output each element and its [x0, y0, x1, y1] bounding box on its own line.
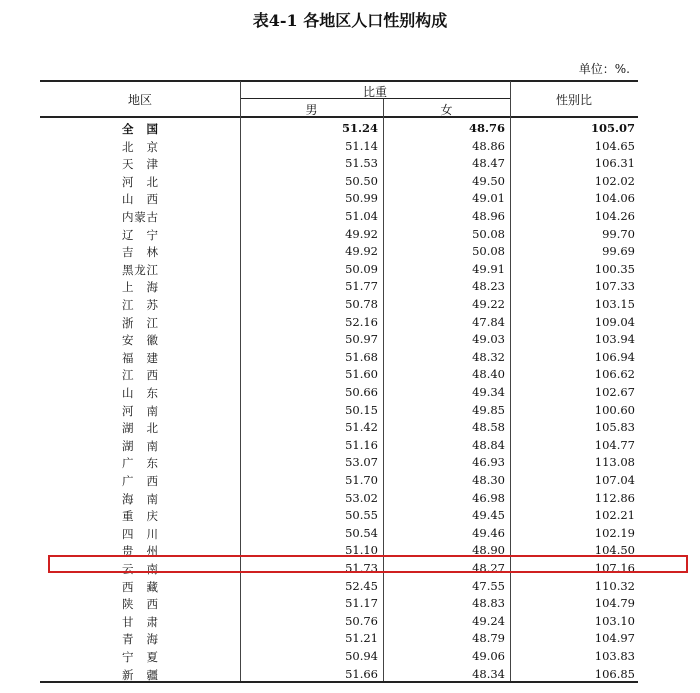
table-row [0, 437, 700, 455]
region-cell: 天津 [122, 157, 158, 172]
table-row [0, 173, 700, 191]
ratio-cell: 106.31 [594, 156, 635, 171]
female-cell: 48.27 [472, 561, 505, 575]
ratio-cell: 113.08 [594, 455, 635, 470]
female-cell: 46.98 [472, 490, 505, 505]
male-cell: 53.07 [345, 455, 378, 470]
table-row [0, 138, 700, 156]
male-cell: 51.16 [345, 437, 378, 452]
male-cell: 53.02 [345, 490, 378, 505]
table-row [0, 578, 700, 596]
region-cell: 江苏 [122, 298, 158, 312]
table-row [0, 243, 700, 261]
region-cell: 内蒙古 [122, 210, 158, 224]
male-cell: 51.60 [345, 367, 378, 382]
table-title: 表4-1 各地区人口性别构成 [252, 11, 448, 30]
female-cell: 49.45 [472, 508, 505, 523]
female-cell: 49.91 [472, 261, 505, 276]
male-cell: 52.16 [345, 314, 378, 329]
ratio-cell: 99.70 [602, 226, 635, 241]
ratio-cell: 100.60 [594, 402, 635, 417]
table-row [0, 472, 700, 490]
table-row [0, 349, 700, 367]
ratio-cell: 104.65 [594, 138, 635, 153]
region-cell: 吉林 [122, 245, 158, 260]
ratio-cell: 105.83 [594, 420, 635, 435]
table-row [0, 278, 700, 296]
female-cell: 48.96 [472, 209, 505, 223]
male-cell: 51.10 [345, 543, 378, 558]
region-cell: 江西 [122, 368, 158, 383]
female-cell: 48.79 [472, 631, 505, 646]
region-cell: 重庆 [122, 509, 158, 524]
header-proportion: 比重 [362, 85, 387, 99]
ratio-cell: 104.77 [594, 437, 635, 452]
table-row [0, 525, 700, 543]
female-cell: 48.32 [472, 349, 505, 364]
region-cell: 青海 [122, 632, 158, 647]
male-cell: 51.77 [345, 279, 378, 294]
table-row [0, 208, 700, 226]
female-cell: 48.34 [472, 666, 505, 681]
female-cell: 46.93 [472, 455, 505, 470]
male-cell: 50.55 [345, 508, 378, 523]
male-cell: 49.92 [345, 244, 378, 259]
male-cell: 50.54 [345, 525, 378, 540]
female-cell: 47.55 [472, 578, 505, 593]
female-cell: 50.08 [472, 244, 505, 259]
region-cell: 贵州 [122, 544, 158, 559]
region-cell: 辽宁 [122, 227, 158, 242]
table-row [0, 314, 700, 332]
female-cell: 49.01 [472, 191, 505, 206]
table-row [0, 648, 700, 666]
female-cell: 48.30 [472, 473, 505, 487]
male-cell: 50.78 [345, 297, 378, 311]
region-cell: 西藏 [122, 579, 158, 594]
female-cell: 48.83 [472, 596, 505, 611]
male-cell: 49.92 [345, 226, 378, 241]
ratio-cell: 104.79 [594, 596, 635, 611]
table-row [0, 490, 700, 508]
male-cell: 50.94 [345, 649, 378, 663]
table-row [0, 402, 700, 420]
table-row [0, 331, 700, 349]
female-cell: 50.08 [472, 226, 505, 241]
table-row [0, 155, 700, 173]
ratio-cell: 106.85 [594, 666, 635, 681]
ratio-cell: 107.04 [594, 473, 635, 487]
female-cell: 48.58 [472, 420, 505, 435]
region-cell: 河南 [122, 403, 158, 418]
female-cell: 49.34 [472, 385, 505, 399]
female-cell: 48.76 [468, 121, 505, 135]
ratio-cell: 104.26 [594, 209, 635, 223]
region-cell: 北京 [122, 139, 158, 154]
header-male: 男 [305, 103, 318, 117]
region-cell: 浙江 [122, 315, 158, 330]
male-cell: 51.68 [345, 349, 378, 364]
ratio-cell: 104.97 [594, 631, 635, 646]
male-cell: 51.53 [345, 156, 378, 171]
region-cell: 广东 [122, 456, 158, 471]
ratio-cell: 105.07 [590, 121, 635, 135]
male-cell: 51.66 [345, 666, 378, 681]
male-cell: 51.17 [345, 596, 378, 611]
region-cell: 山东 [122, 386, 158, 400]
region-cell: 广西 [122, 474, 158, 488]
table-row [0, 226, 700, 244]
male-cell: 51.24 [341, 121, 378, 135]
region-cell: 陕西 [122, 597, 158, 612]
table-row [0, 666, 700, 684]
male-cell: 50.66 [345, 385, 378, 399]
female-cell: 48.86 [472, 138, 505, 153]
ratio-cell: 106.62 [594, 367, 635, 382]
region-cell: 云南 [122, 562, 158, 576]
female-cell: 48.47 [472, 156, 505, 171]
table-row [0, 630, 700, 648]
female-cell: 49.22 [472, 297, 505, 311]
ratio-cell: 103.94 [594, 332, 635, 347]
table-row [0, 419, 700, 437]
male-cell: 50.09 [345, 261, 378, 276]
ratio-cell: 106.94 [594, 349, 635, 364]
male-cell: 50.76 [345, 613, 378, 628]
top-rule [40, 80, 638, 82]
ratio-cell: 112.86 [594, 490, 635, 505]
ratio-cell: 102.21 [594, 508, 635, 523]
male-cell: 50.15 [345, 402, 378, 417]
header-region: 地区 [127, 93, 152, 107]
ratio-cell: 110.32 [594, 578, 635, 593]
male-cell: 51.21 [345, 631, 378, 646]
header-female: 女 [440, 103, 453, 117]
male-cell: 51.42 [345, 420, 378, 435]
region-cell: 四川 [122, 526, 158, 541]
ratio-cell: 102.19 [594, 525, 635, 540]
female-cell: 49.85 [472, 402, 505, 417]
female-cell: 48.84 [472, 437, 505, 452]
table-row [0, 261, 700, 279]
male-cell: 50.97 [345, 332, 378, 347]
ratio-cell: 99.69 [602, 244, 635, 259]
table-row [0, 384, 700, 402]
male-cell: 50.50 [345, 173, 378, 188]
table-row [0, 613, 700, 631]
region-cell: 宁夏 [122, 650, 158, 664]
header-sex-ratio: 性别比 [555, 93, 592, 107]
region-cell: 山西 [122, 192, 158, 207]
female-cell: 49.46 [472, 525, 505, 540]
region-cell: 安徽 [122, 333, 158, 348]
ratio-cell: 104.06 [594, 191, 635, 206]
table-row [0, 507, 700, 525]
region-cell: 湖北 [122, 421, 158, 436]
female-cell: 49.50 [472, 173, 505, 188]
male-cell: 51.70 [345, 473, 378, 487]
ratio-cell: 100.35 [594, 261, 635, 276]
table-row [0, 366, 700, 384]
ratio-cell: 103.15 [594, 297, 635, 311]
female-cell: 47.84 [472, 314, 505, 329]
male-cell: 51.14 [345, 138, 378, 153]
female-cell: 49.06 [472, 649, 505, 663]
region-cell: 湖南 [122, 438, 158, 453]
ratio-cell: 109.04 [594, 314, 635, 329]
female-cell: 49.03 [472, 332, 505, 347]
table-row [0, 454, 700, 472]
highlight-box-yunnan [48, 555, 688, 573]
male-cell: 51.73 [345, 561, 378, 575]
table-row [0, 120, 700, 138]
female-cell: 48.23 [472, 279, 505, 294]
region-cell: 全国 [122, 122, 158, 136]
ratio-cell: 107.33 [594, 279, 635, 294]
region-cell: 上海 [122, 280, 158, 295]
table-row [0, 296, 700, 314]
table-row [0, 595, 700, 613]
region-cell: 新疆 [122, 667, 158, 682]
table-row [0, 190, 700, 208]
region-cell: 甘肃 [122, 614, 158, 629]
region-cell: 黑龙江 [122, 262, 158, 277]
male-cell: 52.45 [345, 578, 378, 593]
ratio-cell: 103.10 [594, 613, 635, 628]
region-cell: 河北 [122, 174, 158, 189]
female-cell: 49.24 [472, 613, 505, 628]
ratio-cell: 104.50 [594, 543, 635, 558]
female-cell: 48.40 [472, 367, 505, 382]
region-cell: 福建 [122, 350, 158, 365]
male-cell: 51.04 [345, 209, 378, 223]
unit-label: 单位：%. [578, 62, 630, 76]
female-cell: 48.90 [472, 543, 505, 558]
ratio-cell: 102.02 [594, 173, 635, 188]
ratio-cell: 103.83 [594, 649, 635, 663]
ratio-cell: 107.16 [594, 561, 635, 575]
male-cell: 50.99 [345, 191, 378, 206]
ratio-cell: 102.67 [594, 385, 635, 399]
region-cell: 海南 [122, 491, 158, 506]
